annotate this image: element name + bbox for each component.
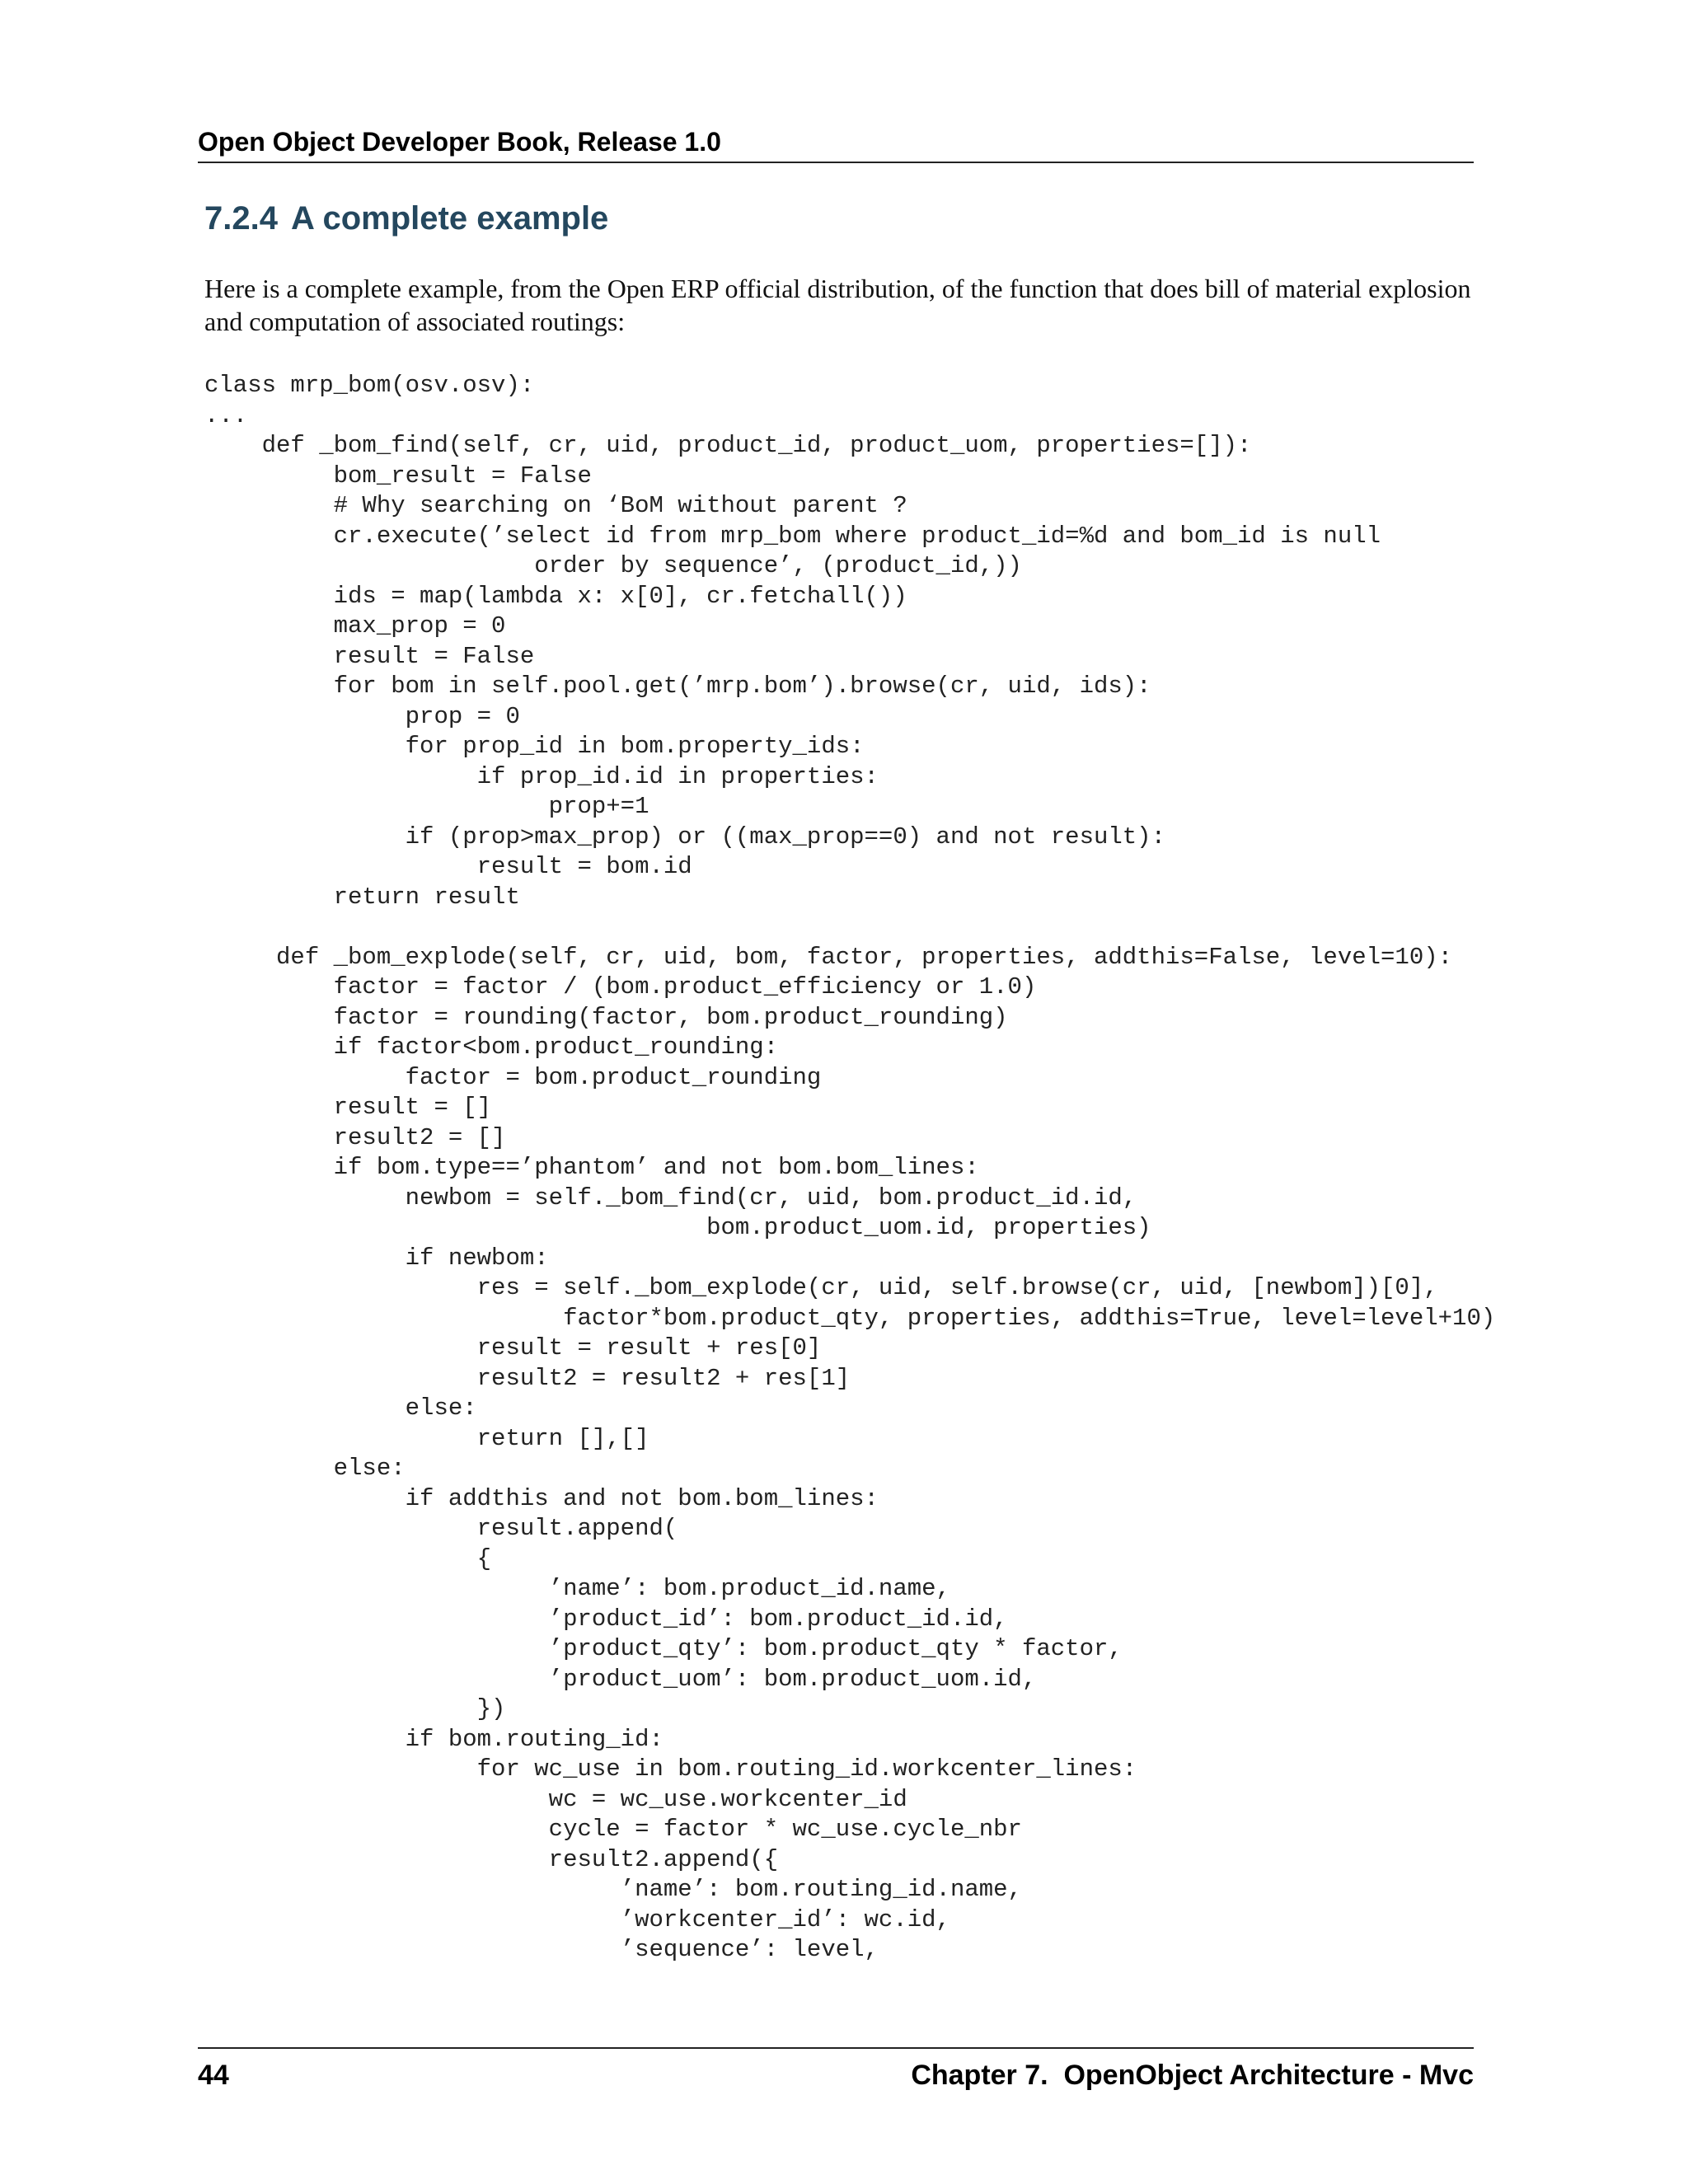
header-rule xyxy=(198,162,1474,163)
code-line: result2.append({ xyxy=(204,1845,779,1873)
section-title: A complete example xyxy=(290,200,609,237)
code-line: ’workcenter_id’: wc.id, xyxy=(204,1905,950,1933)
code-line: cr.execute(’select id from mrp_bom where product_id=%d and bom_id is null xyxy=(204,522,1381,550)
code-line: bom_result = False xyxy=(204,462,592,490)
code-line: ’product_id’: bom.product_id.id, xyxy=(204,1605,1008,1633)
code-line: ’name’: bom.routing_id.name, xyxy=(204,1876,1022,1903)
code-line: ’sequence’: level, xyxy=(204,1936,879,1963)
code-line: result = False xyxy=(204,642,535,670)
page-number: 44 xyxy=(198,2060,229,2091)
code-line: result = [] xyxy=(204,1094,492,1121)
code-line: else: xyxy=(204,1455,406,1482)
code-line: ’product_uom’: bom.product_uom.id, xyxy=(204,1665,1037,1693)
code-line: class mrp_bom(osv.osv): xyxy=(204,372,535,399)
code-line: cycle = factor * wc_use.cycle_nbr xyxy=(204,1816,1022,1843)
code-line: ’product_qty’: bom.product_qty * factor, xyxy=(204,1635,1123,1662)
code-line: factor*bom.product_qty, properties, addthis=True, level=level+10) xyxy=(204,1304,1496,1332)
code-line: for prop_id in bom.property_ids: xyxy=(204,733,865,760)
section-heading xyxy=(204,198,608,239)
code-line: result2 = result2 + res[1] xyxy=(204,1364,851,1392)
code-line: ... xyxy=(204,401,248,429)
code-line: result = result + res[0] xyxy=(204,1334,822,1361)
code-line: prop+=1 xyxy=(204,793,649,820)
code-line: }) xyxy=(204,1695,506,1722)
code-line xyxy=(204,912,1655,943)
code-line: res = self._bom_explode(cr, uid, self.browse(cr, uid, [newbom])[0], xyxy=(204,1274,1438,1301)
code-line: factor = bom.product_rounding xyxy=(204,1063,822,1091)
code-line: # Why searching on ‘BoM without parent ? xyxy=(204,492,907,519)
code-line: if bom.type==’phantom’ and not bom.bom_lines: xyxy=(204,1154,979,1181)
code-line: bom.product_uom.id, properties) xyxy=(204,1214,1151,1241)
code-line: if newbom: xyxy=(204,1244,549,1272)
code-line: factor = rounding(factor, bom.product_rounding) xyxy=(204,1003,1008,1031)
code-line: newbom = self._bom_find(cr, uid, bom.product_id.id, xyxy=(204,1183,1137,1212)
code-line: ids = map(lambda x: x[0], cr.fetchall()) xyxy=(204,582,907,610)
intro-paragraph: Here is a complete example, from the Open ERP official distribution, of the function that does bill of material explosion and computation of associated routings: xyxy=(204,274,1471,336)
code-line: result = bom.id xyxy=(204,853,692,880)
code-line: prop = 0 xyxy=(204,702,520,730)
code-block xyxy=(204,371,1655,1966)
section-number: 7.2.4 xyxy=(204,200,278,237)
code-line: return [],[] xyxy=(204,1424,649,1452)
code-line: wc = wc_use.workcenter_id xyxy=(204,1785,907,1813)
code-line: ’name’: bom.product_id.name, xyxy=(204,1575,950,1602)
code-line: for bom in self.pool.get(’mrp.bom’).browse(cr, uid, ids): xyxy=(204,673,1151,700)
code-line: factor = factor / (bom.product_efficiency or 1.0) xyxy=(204,973,1037,1001)
running-header: Open Object Developer Book, Release 1.0 xyxy=(198,127,721,157)
code-line: for wc_use in bom.routing_id.workcenter_lines: xyxy=(204,1755,1137,1783)
code-line: { xyxy=(204,1544,492,1572)
code-line: if addthis and not bom.bom_lines: xyxy=(204,1484,879,1512)
code-line: if (prop>max_prop) or ((max_prop==0) and not result): xyxy=(204,823,1165,851)
code-line: def _bom_find(self, cr, uid, product_id, product_uom, properties=[]): xyxy=(204,432,1252,459)
code-line: return result xyxy=(204,883,520,911)
footer-rule xyxy=(198,2047,1474,2049)
code-line: result2 = [] xyxy=(204,1123,506,1151)
code-line: if bom.routing_id: xyxy=(204,1725,663,1753)
code-line: def _bom_explode(self, cr, uid, bom, factor, properties, addthis=False, level=10): xyxy=(204,943,1453,971)
code-line: order by sequence’, (product_id,)) xyxy=(204,552,1022,579)
code-line: else: xyxy=(204,1394,477,1422)
code-line: max_prop = 0 xyxy=(204,612,506,640)
code-line: if prop_id.id in properties: xyxy=(204,762,879,790)
code-line: if factor<bom.product_rounding: xyxy=(204,1033,779,1061)
footer-chapter-title: Chapter 7. OpenObject Architecture - Mvc xyxy=(911,2060,1474,2091)
code-line: result.append( xyxy=(204,1515,678,1542)
